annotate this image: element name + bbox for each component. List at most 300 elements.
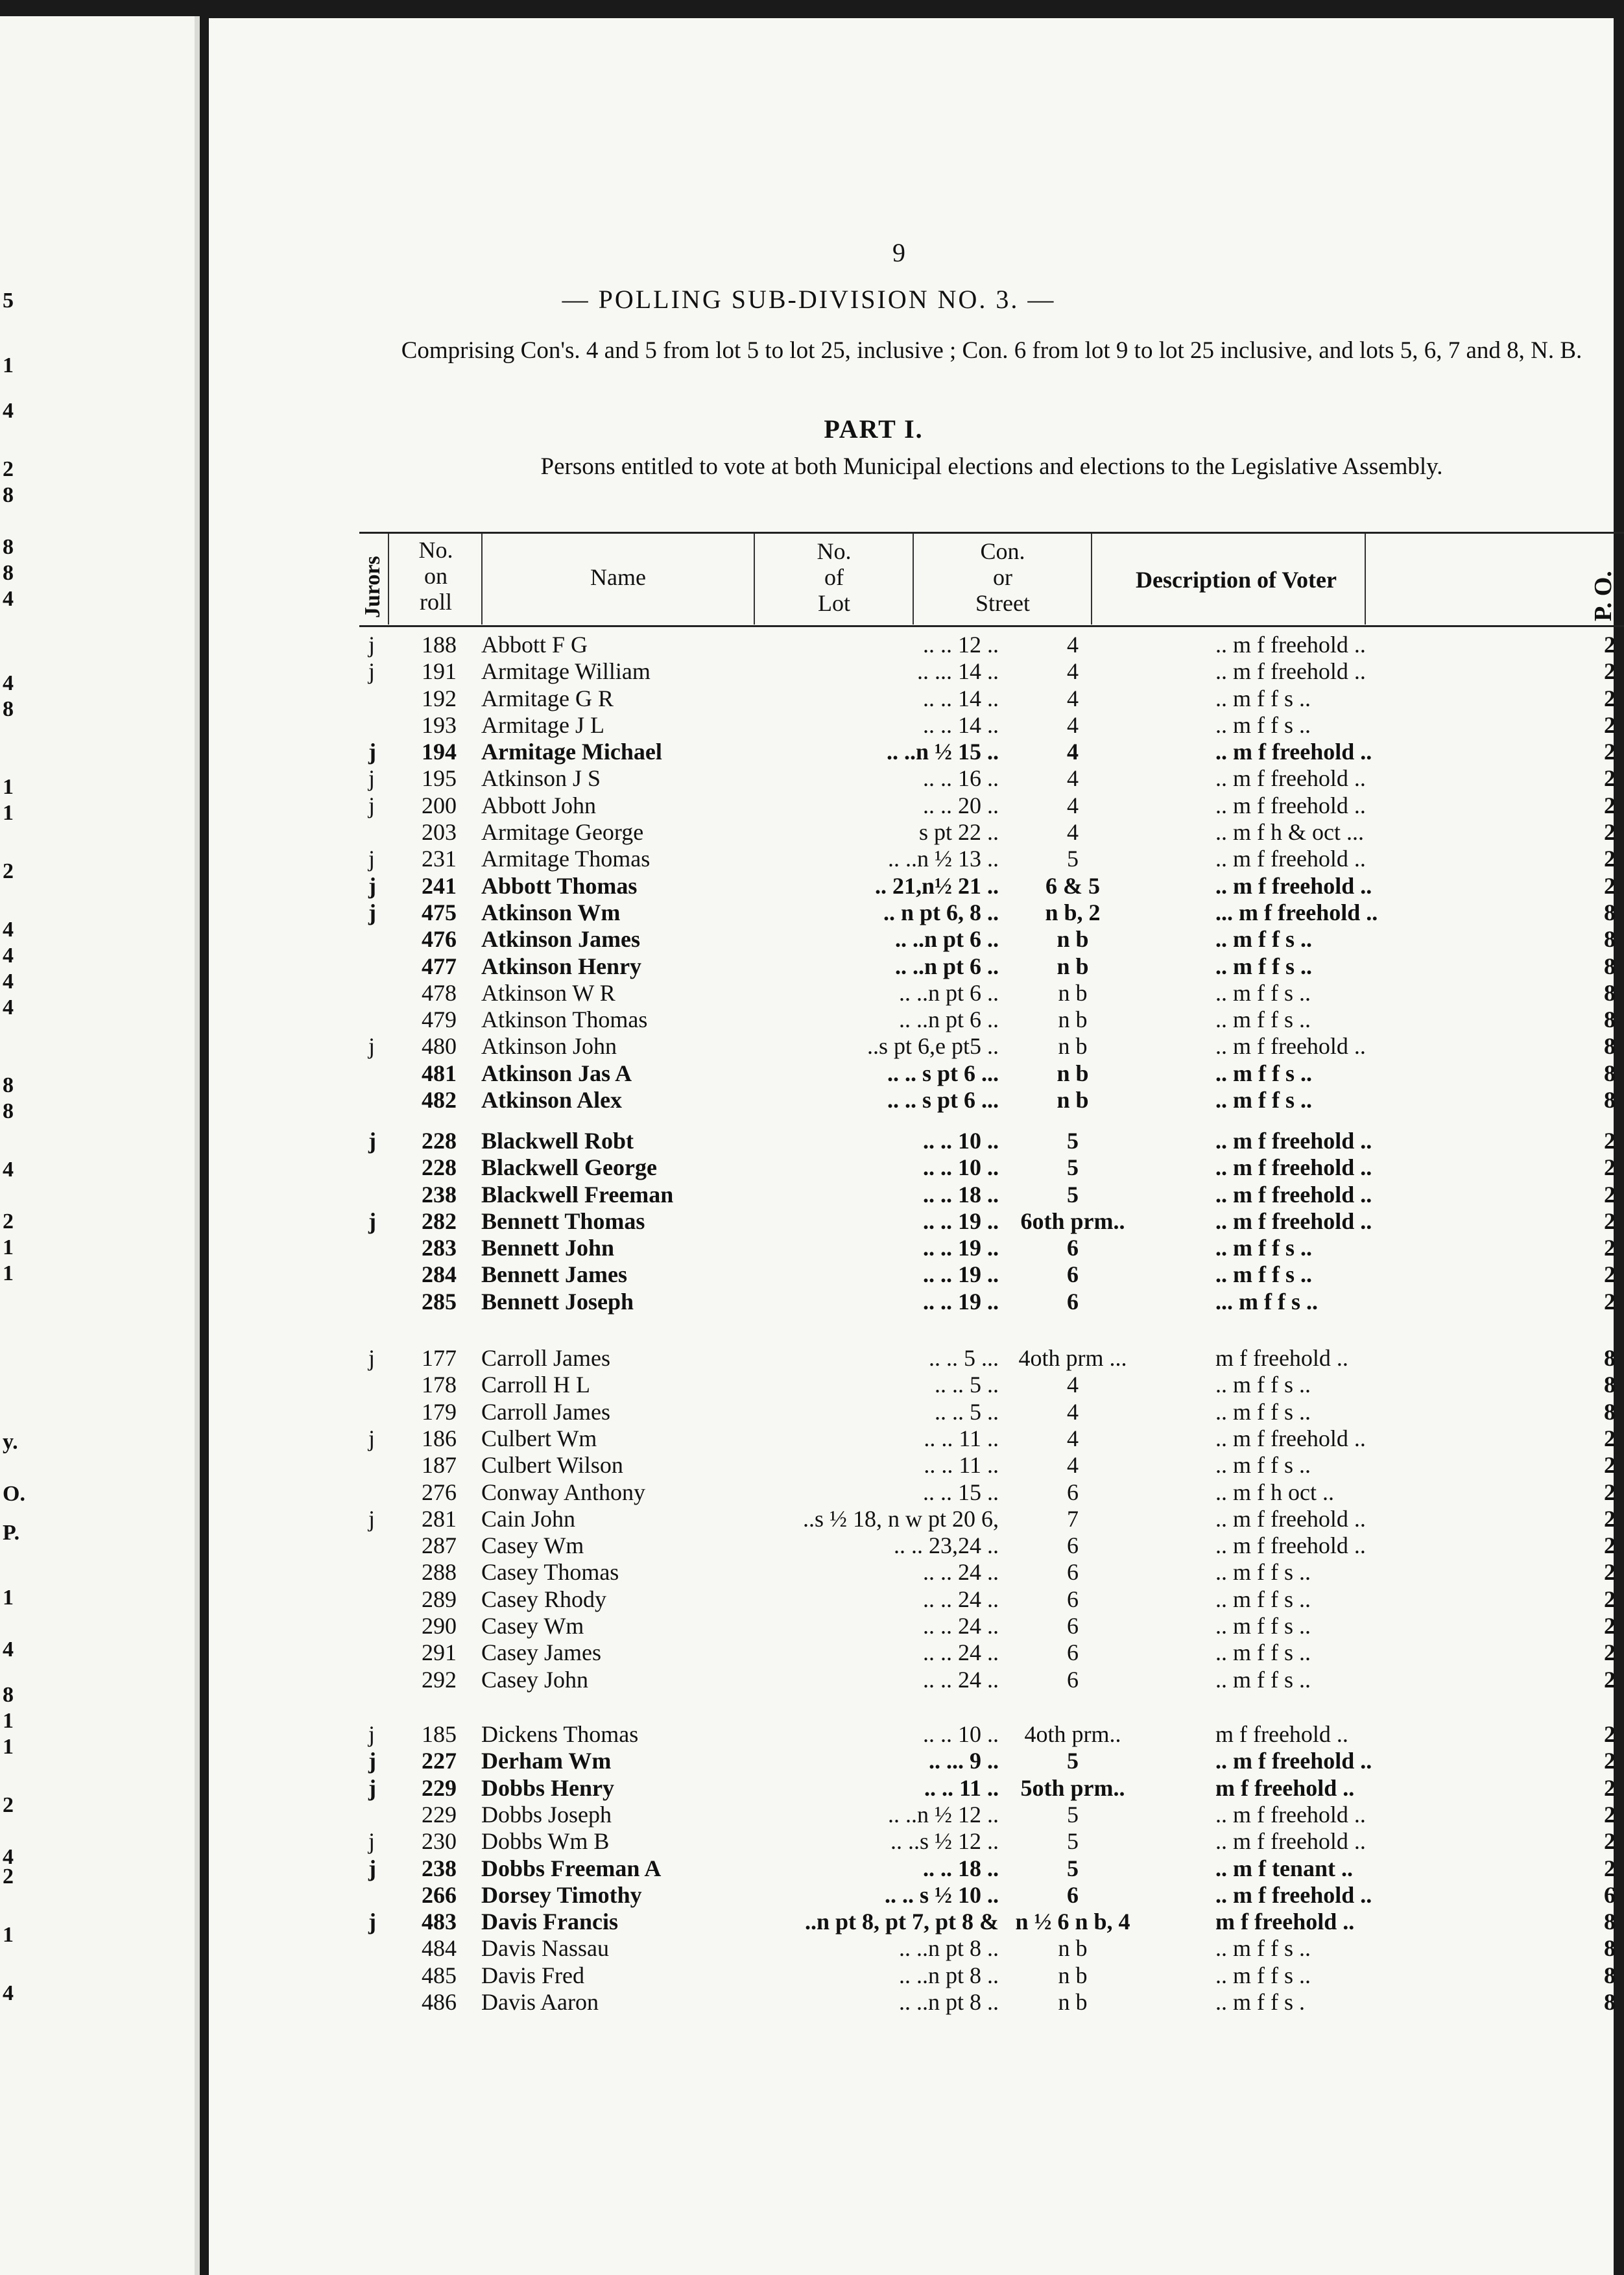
voter-name: Atkinson John xyxy=(481,1033,617,1059)
table-row xyxy=(209,685,1614,711)
concession: 6 xyxy=(1067,1261,1079,1287)
post-office: 6 xyxy=(1604,1882,1616,1908)
voter-name: Armitage Michael xyxy=(481,739,662,765)
juror-mark: j xyxy=(368,1128,376,1154)
concession: n b xyxy=(1057,1087,1089,1113)
facing-page-fragment: O. xyxy=(3,1482,25,1506)
table-row xyxy=(209,631,1614,658)
column-divider xyxy=(913,534,914,625)
roll-number: 282 xyxy=(422,1208,457,1234)
table-row xyxy=(209,711,1614,738)
voter-description: .. m f h oct .. xyxy=(1215,1479,1334,1505)
table-row xyxy=(209,1828,1614,1854)
lot-number: ..s pt 6,e pt5 .. xyxy=(867,1033,999,1059)
comprising-text: Comprising Con's. 4 and 5 from lot 5 to lot 25, inclusive ; Con. 6 from lot 9 to lot 25 inclusive, and lots 5, 6, 7 and 8, N. B. xyxy=(401,337,1582,364)
roll-number: 480 xyxy=(422,1033,457,1059)
facing-page-fragment: 4 xyxy=(3,587,14,611)
voter-name: Derham Wm xyxy=(481,1748,612,1774)
roll-number: 177 xyxy=(422,1345,457,1371)
voter-name: Atkinson Thomas xyxy=(481,1006,648,1032)
table-row xyxy=(209,1747,1614,1774)
voter-description: .. m f tenant .. xyxy=(1215,1855,1353,1881)
lot-number: .. ..n ½ 12 .. xyxy=(888,1802,999,1828)
voter-name: Blackwell George xyxy=(481,1154,657,1180)
roll-number: 477 xyxy=(422,953,457,979)
lot-number: .. .. 24 .. xyxy=(923,1639,999,1665)
juror-mark: j xyxy=(368,1506,376,1532)
voter-name: Bennett John xyxy=(481,1235,615,1261)
header-name: Name xyxy=(590,564,646,590)
voter-description: .. m f f s .. xyxy=(1215,712,1311,738)
lot-number: .. ..n pt 6 .. xyxy=(894,926,999,952)
facing-page-fragment: 2 xyxy=(3,1209,14,1233)
table-row xyxy=(209,899,1614,925)
facing-page-fragment: 4 xyxy=(3,1638,14,1662)
voter-description: .. m f f s .. xyxy=(1215,1261,1312,1287)
lot-number: .. ... 9 .. xyxy=(929,1748,999,1774)
roll-number: 284 xyxy=(422,1261,457,1287)
roll-number: 276 xyxy=(422,1479,457,1505)
table-row xyxy=(209,1425,1614,1451)
roll-number: 475 xyxy=(422,899,457,925)
roll-number: 482 xyxy=(422,1087,457,1113)
voter-description: .. m f freehold .. xyxy=(1215,1182,1372,1208)
voter-name: Blackwell Robt xyxy=(481,1128,634,1154)
voter-description: .. m f freehold .. xyxy=(1215,1208,1372,1234)
voter-name: Armitage William xyxy=(481,658,651,684)
concession: 6 xyxy=(1067,1235,1079,1261)
table-row xyxy=(209,1532,1614,1558)
column-divider xyxy=(388,534,389,625)
juror-mark: j xyxy=(368,792,376,818)
lot-number: .. .. 5 .. xyxy=(935,1372,999,1398)
table-row xyxy=(209,1855,1614,1881)
post-office: 8 xyxy=(1604,1006,1616,1032)
roll-number: 292 xyxy=(422,1667,457,1693)
voter-description: ... m f freehold .. xyxy=(1215,899,1378,925)
table-row xyxy=(209,1086,1614,1113)
voter-name: Armitage J L xyxy=(481,712,604,738)
table-row xyxy=(209,1234,1614,1261)
lot-number: .. .. 10 .. xyxy=(923,1128,999,1154)
voter-name: Casey James xyxy=(481,1639,601,1665)
table-row xyxy=(209,765,1614,791)
facing-page-fragment: 1 xyxy=(3,1235,14,1259)
table-row xyxy=(209,1261,1614,1287)
lot-number: .. .. 18 .. xyxy=(923,1182,999,1208)
header-lot-line: of xyxy=(824,564,844,590)
facing-page-fragment: 5 xyxy=(3,289,14,313)
facing-page-fragment: 1 xyxy=(3,801,14,825)
voter-description: .. m f f s .. xyxy=(1215,1586,1311,1612)
header-con-line: Street xyxy=(975,590,1030,616)
post-office: 2 xyxy=(1604,1721,1616,1747)
post-office: 2 xyxy=(1604,1748,1616,1774)
roll-number: 203 xyxy=(422,819,457,845)
table-row xyxy=(209,1060,1614,1086)
voter-name: Abbott John xyxy=(481,792,597,818)
voter-description: .. m f f s .. xyxy=(1215,1667,1311,1693)
concession: 5 xyxy=(1067,1154,1079,1180)
header-roll-line: on xyxy=(424,563,448,589)
post-office: 2 xyxy=(1604,1479,1616,1505)
post-office: 8 xyxy=(1604,953,1616,979)
concession: 4oth prm ... xyxy=(1018,1345,1127,1371)
post-office: 8 xyxy=(1604,1935,1616,1961)
document-page xyxy=(209,18,1617,2275)
voter-name: Carroll James xyxy=(481,1345,610,1371)
voter-description: .. m f f s .. xyxy=(1215,1006,1311,1032)
post-office: 2 xyxy=(1604,1828,1616,1854)
concession: 5 xyxy=(1067,1802,1079,1828)
lot-number: .. .. 11 .. xyxy=(924,1452,999,1478)
entitled-text: Persons entitled to vote at both Municipal elections and elections to the Legislative Assembly. xyxy=(540,453,1443,480)
roll-number: 288 xyxy=(422,1559,457,1585)
voter-description: .. m f freehold .. xyxy=(1215,792,1366,818)
juror-mark: j xyxy=(368,1425,376,1451)
roll-number: 478 xyxy=(422,980,457,1006)
post-office: 8 xyxy=(1604,926,1616,952)
table-top-rule xyxy=(359,532,1624,534)
lot-number: .. .. 24 .. xyxy=(923,1586,999,1612)
concession: n b, 2 xyxy=(1045,899,1101,925)
lot-number: .. .. 5 ... xyxy=(929,1345,999,1371)
voter-name: Culbert Wilson xyxy=(481,1452,623,1478)
roll-number: 483 xyxy=(422,1909,457,1935)
roll-number: 485 xyxy=(422,1962,457,1988)
lot-number: .. .. 19 .. xyxy=(923,1289,999,1315)
facing-page-fragment: 8 xyxy=(3,697,14,721)
lot-number: .. .. 24 .. xyxy=(923,1613,999,1639)
voter-description: .. m f freehold .. xyxy=(1215,1506,1366,1532)
juror-mark: j xyxy=(368,632,376,658)
concession: 6 xyxy=(1067,1559,1079,1585)
table-row xyxy=(209,1774,1614,1801)
post-office: 8 xyxy=(1604,899,1616,925)
lot-number: .. ..n pt 6 .. xyxy=(898,980,999,1006)
post-office: 2 xyxy=(1604,1182,1616,1208)
concession: 4oth prm.. xyxy=(1024,1721,1121,1747)
header-lot-line: Lot xyxy=(818,590,850,616)
concession: 6 xyxy=(1067,1532,1079,1558)
concession: n b xyxy=(1058,1006,1088,1032)
lot-number: .. ..n pt 8 .. xyxy=(898,1962,999,1988)
roll-number: 484 xyxy=(422,1935,457,1961)
header-con-line: Con. xyxy=(980,538,1025,564)
voter-description: .. m f freehold .. xyxy=(1215,1532,1366,1558)
roll-number: 227 xyxy=(422,1748,457,1774)
lot-number: .. ..s ½ 12 .. xyxy=(890,1828,999,1854)
voter-description: .. m f f s .. xyxy=(1215,926,1312,952)
post-office: 8 xyxy=(1604,1372,1616,1398)
roll-number: 241 xyxy=(422,873,457,899)
table-row xyxy=(209,1558,1614,1585)
table-row xyxy=(209,1666,1614,1693)
voter-name: Casey John xyxy=(481,1667,588,1693)
header-roll-line: roll xyxy=(420,589,452,615)
facing-page-fragment: 1 xyxy=(3,353,14,377)
voter-description: .. m f freehold .. xyxy=(1215,765,1366,791)
concession: 5 xyxy=(1067,846,1079,872)
lot-number: .. ..n ½ 15 .. xyxy=(886,739,999,765)
concession: n ½ 6 n b, 4 xyxy=(1015,1909,1130,1935)
concession: 4 xyxy=(1067,1425,1079,1451)
voter-description: .. m f freehold .. xyxy=(1215,1033,1366,1059)
column-divider xyxy=(481,534,483,625)
concession: 4 xyxy=(1067,765,1079,791)
roll-number: 185 xyxy=(422,1721,457,1747)
lot-number: .. .. 19 .. xyxy=(923,1235,999,1261)
voter-description: .. m f f s .. xyxy=(1215,1613,1311,1639)
post-office: 8 xyxy=(1604,1399,1616,1425)
facing-page-fragment: 4 xyxy=(3,970,14,994)
roll-number: 281 xyxy=(422,1506,457,1532)
concession: 6 xyxy=(1067,1613,1079,1639)
concession: 5 xyxy=(1067,1748,1079,1774)
roll-number: 228 xyxy=(422,1154,457,1180)
table-row xyxy=(209,1639,1614,1665)
table-row xyxy=(209,1398,1614,1425)
post-office: 2 xyxy=(1604,792,1616,818)
post-office: 8 xyxy=(1604,1345,1616,1371)
table-row xyxy=(209,1586,1614,1612)
table-row xyxy=(209,1721,1614,1747)
facing-page-fragment: 8 xyxy=(3,1099,14,1123)
lot-number: .. .. 14 .. xyxy=(923,685,999,711)
concession: 5 xyxy=(1067,1182,1079,1208)
roll-number: 289 xyxy=(422,1586,457,1612)
concession: n b xyxy=(1058,1935,1088,1961)
voter-description: .. m f freehold .. xyxy=(1215,1748,1372,1774)
lot-number: .. n pt 6, 8 .. xyxy=(883,899,999,925)
voter-description: .. m f freehold .. xyxy=(1215,1154,1372,1180)
lot-number: s pt 22 .. xyxy=(918,819,999,845)
roll-number: 476 xyxy=(422,926,457,952)
roll-number: 191 xyxy=(422,658,457,684)
voter-description: .. m f f s .. xyxy=(1215,1060,1312,1086)
post-office: 2 xyxy=(1604,1506,1616,1532)
post-office: 8 xyxy=(1604,1989,1616,2015)
concession: 4 xyxy=(1067,792,1079,818)
concession: 4 xyxy=(1067,1399,1079,1425)
facing-page-fragment: 1 xyxy=(3,1586,14,1610)
concession: 4 xyxy=(1067,685,1079,711)
concession: n b xyxy=(1058,980,1088,1006)
lot-number: .. ... 14 .. xyxy=(917,658,999,684)
juror-mark: j xyxy=(368,739,376,765)
voter-description: .. m f f s .. xyxy=(1215,685,1311,711)
table-row xyxy=(209,845,1614,872)
post-office: 2 xyxy=(1604,765,1616,791)
facing-page-fragment: 4 xyxy=(3,918,14,942)
post-office: 8 xyxy=(1604,1909,1616,1935)
facing-page-fragment: 8 xyxy=(3,1073,14,1097)
roll-number: 238 xyxy=(422,1855,457,1881)
post-office: 2 xyxy=(1604,1128,1616,1154)
voter-name: Dobbs Henry xyxy=(481,1775,615,1801)
voter-description: .. m f f s .. xyxy=(1215,1962,1311,1988)
lot-number: .. .. s ½ 10 .. xyxy=(884,1882,999,1908)
table-row xyxy=(209,1612,1614,1639)
facing-page-fragment: 4 xyxy=(3,1845,14,1869)
voter-name: Casey Rhody xyxy=(481,1586,606,1612)
roll-number: 229 xyxy=(422,1802,457,1828)
table-row xyxy=(209,1908,1614,1935)
post-office: 2 xyxy=(1604,1559,1616,1585)
roll-number: 290 xyxy=(422,1613,457,1639)
post-office: 2 xyxy=(1604,1289,1616,1315)
voter-name: Atkinson Jas A xyxy=(481,1060,632,1086)
post-office: 2 xyxy=(1604,712,1616,738)
table-row xyxy=(209,925,1614,952)
lot-number: ..n pt 8, pt 7, pt 8 & xyxy=(804,1909,999,1935)
facing-page-fragment: P. xyxy=(3,1521,20,1545)
voter-description: .. m f f s . xyxy=(1215,1989,1305,2015)
roll-number: 186 xyxy=(422,1425,457,1451)
lot-number: .. .. 16 .. xyxy=(923,765,999,791)
concession: 5 xyxy=(1067,1128,1079,1154)
lot-number: .. .. 5 .. xyxy=(935,1399,999,1425)
voter-name: Carroll James xyxy=(481,1399,610,1425)
lot-number: .. .. 19 .. xyxy=(923,1261,999,1287)
voter-name: Atkinson Henry xyxy=(481,953,642,979)
post-office: 2 xyxy=(1604,1208,1616,1234)
juror-mark: j xyxy=(368,1855,376,1881)
concession: 6 xyxy=(1067,1479,1079,1505)
voter-name: Davis Aaron xyxy=(481,1989,599,2015)
post-office: 8 xyxy=(1604,980,1616,1006)
voter-description: .. m f f s .. xyxy=(1215,1452,1311,1478)
voter-description: .. m f freehold .. xyxy=(1215,1128,1372,1154)
voter-name: Conway Anthony xyxy=(481,1479,646,1505)
post-office: 8 xyxy=(1604,1087,1616,1113)
facing-page-fragment: 4 xyxy=(3,944,14,968)
voter-description: .. m f f s .. xyxy=(1215,953,1312,979)
post-office: 2 xyxy=(1604,1802,1616,1828)
juror-mark: j xyxy=(368,899,376,925)
voter-name: Davis Francis xyxy=(481,1909,618,1935)
concession: 5oth prm.. xyxy=(1020,1775,1125,1801)
voter-name: Blackwell Freeman xyxy=(481,1182,674,1208)
voter-description: .. m f freehold .. xyxy=(1215,1802,1366,1828)
roll-number: 266 xyxy=(422,1882,457,1908)
table-row xyxy=(209,979,1614,1006)
voter-name: Dickens Thomas xyxy=(481,1721,639,1747)
roll-number: 195 xyxy=(422,765,457,791)
roll-number: 179 xyxy=(422,1399,457,1425)
juror-mark: j xyxy=(368,658,376,684)
voter-name: Casey Thomas xyxy=(481,1559,619,1585)
lot-number: .. .. 10 .. xyxy=(923,1721,999,1747)
header-po: P. O. xyxy=(1590,571,1617,621)
roll-number: 188 xyxy=(422,632,457,658)
table-row xyxy=(209,1006,1614,1032)
voter-description: .. m f f s .. xyxy=(1215,1935,1311,1961)
voter-description: .. m f freehold .. xyxy=(1215,1828,1366,1854)
part-title: PART I. xyxy=(824,414,924,444)
post-office: 2 xyxy=(1604,1775,1616,1801)
voter-name: Bennett Thomas xyxy=(481,1208,645,1234)
post-office: 8 xyxy=(1604,1060,1616,1086)
table-row xyxy=(209,1288,1614,1315)
post-office: 2 xyxy=(1604,1532,1616,1558)
table-row xyxy=(209,1962,1614,1988)
concession: n b xyxy=(1058,1989,1088,2015)
concession: n b xyxy=(1057,1060,1089,1086)
header-con xyxy=(916,538,1090,616)
table-header-rule xyxy=(359,625,1624,627)
post-office: 2 xyxy=(1604,1154,1616,1180)
post-office: 8 xyxy=(1604,1962,1616,1988)
concession: 6oth prm.. xyxy=(1020,1208,1125,1234)
voter-description: .. m f freehold .. xyxy=(1215,846,1366,872)
voter-name: Dobbs Freeman A xyxy=(481,1855,662,1881)
roll-number: 481 xyxy=(422,1060,457,1086)
voter-name: Davis Fred xyxy=(481,1962,584,1988)
voter-name: Davis Nassau xyxy=(481,1935,609,1961)
voter-name: Abbott F G xyxy=(481,632,588,658)
facing-page-fragment: 8 xyxy=(3,1683,14,1707)
lot-number: .. .. 11 .. xyxy=(924,1425,999,1451)
table-row xyxy=(209,1801,1614,1828)
voter-name: Armitage G R xyxy=(481,685,614,711)
voter-name: Dorsey Timothy xyxy=(481,1882,642,1908)
facing-page-fragment: 4 xyxy=(3,1158,14,1182)
juror-mark: j xyxy=(368,1909,376,1935)
lot-number: .. .. s pt 6 ... xyxy=(887,1060,999,1086)
page-number: 9 xyxy=(892,238,905,267)
roll-number: 287 xyxy=(422,1532,457,1558)
voter-description: .. m f freehold .. xyxy=(1215,632,1366,658)
concession: 4 xyxy=(1067,1452,1079,1478)
juror-mark: j xyxy=(368,1345,376,1371)
juror-mark: j xyxy=(368,1775,376,1801)
post-office: 2 xyxy=(1604,1425,1616,1451)
lot-number: .. .. 10 .. xyxy=(923,1154,999,1180)
concession: 5 xyxy=(1067,1855,1079,1881)
lot-number: .. .. 14 .. xyxy=(923,712,999,738)
concession: n b xyxy=(1058,1962,1088,1988)
voter-description: .. m f f s .. xyxy=(1215,1559,1311,1585)
voter-name: Atkinson J S xyxy=(481,765,601,791)
voter-description: .. m f freehold .. xyxy=(1215,873,1372,899)
voter-name: Casey Wm xyxy=(481,1532,584,1558)
lot-number: .. ..n pt 6 .. xyxy=(898,1006,999,1032)
voter-description: .. m f freehold .. xyxy=(1215,658,1366,684)
roll-number: 479 xyxy=(422,1006,457,1032)
concession: 4 xyxy=(1067,632,1079,658)
roll-number: 192 xyxy=(422,685,457,711)
voter-description: .. m f f s .. xyxy=(1215,980,1311,1006)
facing-page-fragment: 1 xyxy=(3,1261,14,1285)
post-office: 2 xyxy=(1604,739,1616,765)
table-row xyxy=(209,818,1614,845)
concession: 4 xyxy=(1067,739,1079,765)
lot-number: .. .. 24 .. xyxy=(923,1667,999,1693)
facing-page-fragment: 4 xyxy=(3,671,14,695)
post-office: 2 xyxy=(1604,1855,1616,1881)
lot-number: .. ..n ½ 13 .. xyxy=(888,846,999,872)
roll-number: 229 xyxy=(422,1775,457,1801)
lot-number: .. .. 24 .. xyxy=(923,1559,999,1585)
voter-name: Dobbs Joseph xyxy=(481,1802,612,1828)
post-office: 2 xyxy=(1604,1261,1616,1287)
header-roll xyxy=(392,537,480,615)
table-row xyxy=(209,953,1614,979)
voter-description: .. m f f s .. xyxy=(1215,1372,1311,1398)
facing-page-fragment: 2 xyxy=(3,1864,14,1888)
facing-page-fragment: 2 xyxy=(3,457,14,481)
